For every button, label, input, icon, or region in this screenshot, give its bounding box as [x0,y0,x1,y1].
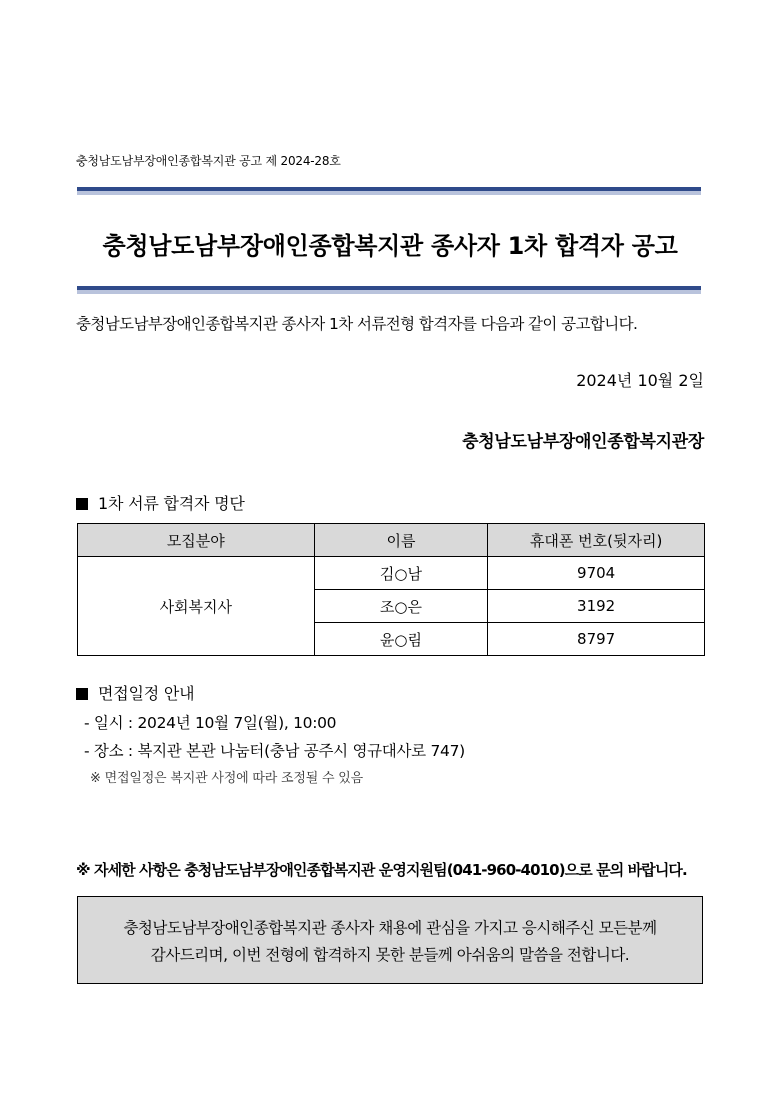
title-top-rule [77,187,701,195]
notice-number: 충청남도남부장애인종합복지관 공고 제 2024-28호 [76,154,341,168]
square-bullet-icon [76,688,88,700]
title-bottom-rule [77,286,701,294]
thanks-line-1: 충청남도남부장애인종합복지관 종사자 채용에 관심을 가지고 응시해주신 모든분께 [123,919,657,937]
notice-date: 2024년 10월 2일 [576,371,704,390]
name-cell: 윤○림 [314,623,488,656]
interview-section-title: 면접일정 안내 [98,684,195,703]
result-section-title: 1차 서류 합격자 명단 [98,494,245,513]
phone-cell: 8797 [488,623,705,656]
thanks-box [77,896,703,984]
table-header-row [78,524,705,557]
name-cell: 김○남 [314,557,488,590]
phone-cell: 9704 [488,557,705,590]
interview-section-heading [76,681,194,704]
interview-note: ※ 면접일정은 복지관 사정에 따라 조정될 수 있음 [90,771,364,786]
field-cell: 사회복지사 [78,557,315,656]
square-bullet-icon [76,498,88,510]
result-table [77,523,705,656]
table-row [78,557,705,590]
interview-schedule [84,711,465,792]
column-header-field: 모집분야 [78,524,315,557]
column-header-name: 이름 [314,524,488,557]
contact-info: ※ 자세한 사항은 충청남도남부장애인종합복지관 운영지원팀(041-960-4010)으로 문의 바랍니다. [76,861,687,879]
interview-datetime: - 일시 : 2024년 10월 7일(월), 10:00 [84,714,337,732]
intro-text: 충청남도남부장애인종합복지관 종사자 1차 서류전형 합격자를 다음과 같이 공고합니다. [76,315,638,333]
column-header-phone: 휴대폰 번호(뒷자리) [488,524,705,557]
phone-cell: 3192 [488,590,705,623]
thanks-line-2: 감사드리며, 이번 전형에 합격하지 못한 분들께 아쉬움의 말씀을 전합니다. [150,946,630,964]
interview-place: - 장소 : 복지관 본관 나눔터(충남 공주시 영규대사로 747) [84,742,465,760]
issuer-name: 충청남도남부장애인종합복지관장 [462,432,704,452]
result-section-heading [76,491,245,514]
name-cell: 조○은 [314,590,488,623]
page-title: 충청남도남부장애인종합복지관 종사자 1차 합격자 공고 [102,232,678,260]
